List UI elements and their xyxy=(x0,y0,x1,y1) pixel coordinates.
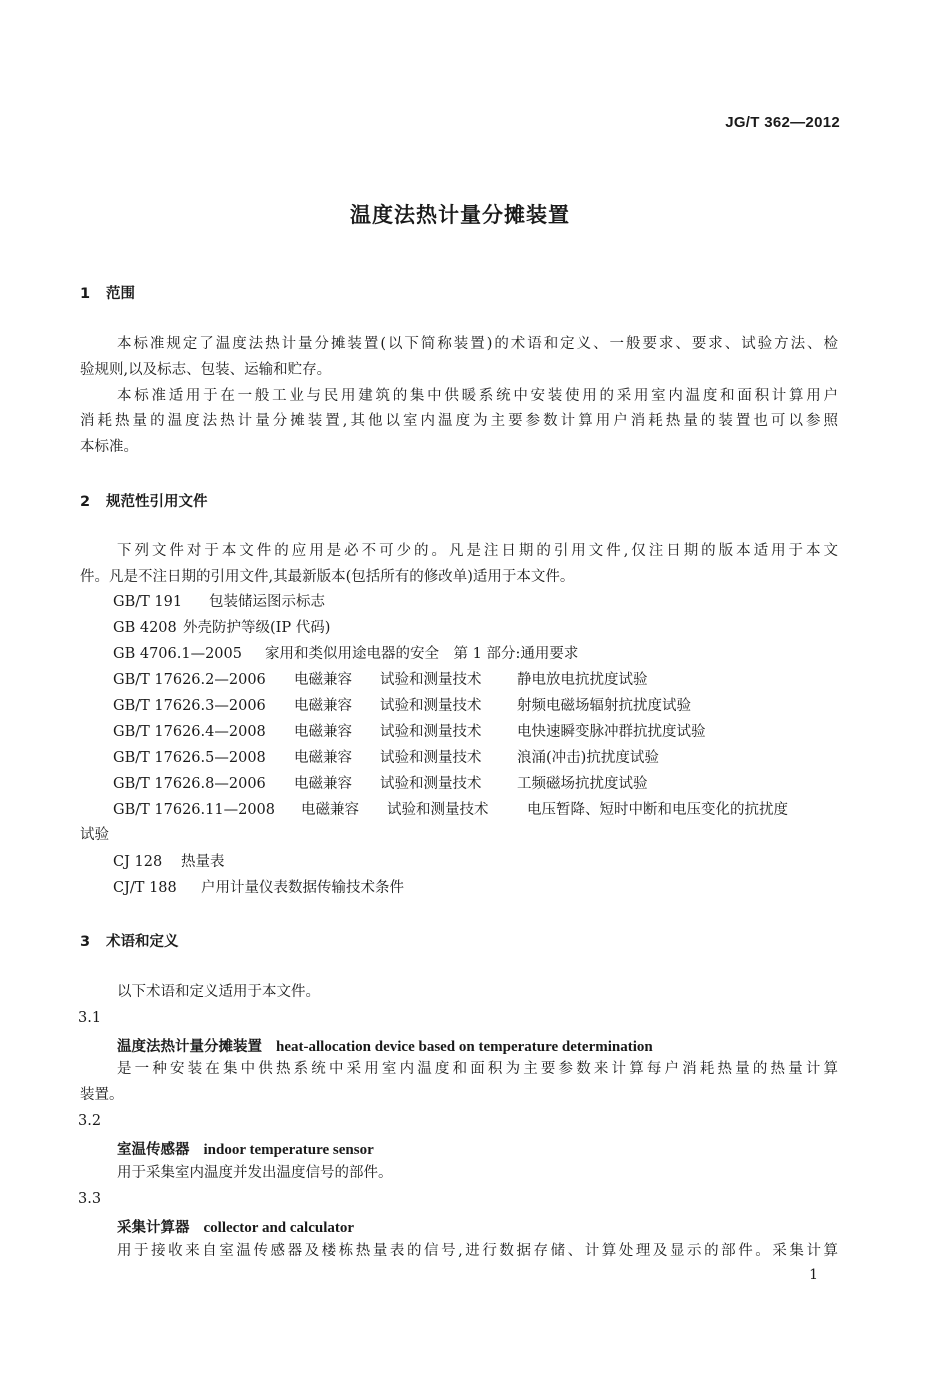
section-number: 3 xyxy=(80,934,91,950)
reference-part-3: 静电放电抗扰度试验 xyxy=(517,672,648,688)
section-3-heading xyxy=(80,930,179,951)
reference-title: 外壳防护等级(IP 代码) xyxy=(183,620,331,636)
section-number: 1 xyxy=(80,286,91,302)
reference-title: 包装储运图示标志 xyxy=(209,594,325,610)
section-1-heading xyxy=(80,282,135,303)
term-heading xyxy=(117,1216,354,1237)
reference-part-3: 电压暂降、短时中断和电压变化的抗扰度 xyxy=(527,802,788,818)
section-number: 2 xyxy=(80,494,91,510)
reference-item xyxy=(113,694,691,715)
reference-code: CJ 128 xyxy=(113,854,163,870)
standard-number: JG/T 362—2012 xyxy=(725,114,840,131)
reference-item xyxy=(113,616,330,637)
reference-item xyxy=(113,746,659,767)
reference-title: 户用计量仪表数据传输技术条件 xyxy=(201,880,404,896)
term-chinese: 温度法热计量分摊装置 xyxy=(117,1039,262,1055)
scope-paragraph-2-line-1: 本标准适用于在一般工业与民用建筑的集中供暖系统中安装使用的采用室内温度和面积计算用户 xyxy=(117,388,838,404)
reference-title: 家用和类似用途电器的安全 第 1 部分:通用要求 xyxy=(265,646,579,662)
reference-part-3: 工频磁场抗扰度试验 xyxy=(517,776,648,792)
reference-part-1: 电磁兼容 xyxy=(294,750,352,766)
term-definition-line-1: 是一种安装在集中供热系统中采用室内温度和面积为主要参数来计算每户消耗热量的热量计算 xyxy=(117,1061,838,1077)
reference-part-2: 试验和测量技术 xyxy=(380,776,482,792)
reference-item xyxy=(113,850,225,871)
reference-part-3: 电快速瞬变脉冲群抗扰度试验 xyxy=(517,724,706,740)
reference-code: GB/T 17626.2—2006 xyxy=(113,672,266,688)
reference-item xyxy=(113,720,706,741)
section-title: 范围 xyxy=(106,286,135,302)
reference-item-continuation: 试验 xyxy=(80,827,109,843)
terms-intro: 以下术语和定义适用于本文件。 xyxy=(117,984,320,1000)
reference-code: GB/T 17626.8—2006 xyxy=(113,776,266,792)
term-chinese: 室温传感器 xyxy=(117,1142,190,1158)
reference-part-3: 浪涌(冲击)抗扰度试验 xyxy=(517,750,659,766)
reference-code: GB/T 17626.11—2008 xyxy=(113,802,275,818)
term-english: collector and calculator xyxy=(203,1220,355,1236)
reference-code: GB/T 191 xyxy=(113,594,183,610)
reference-code: CJ/T 188 xyxy=(113,880,177,896)
reference-part-2: 试验和测量技术 xyxy=(380,672,482,688)
term-definition-line-1: 用于采集室内温度并发出温度信号的部件。 xyxy=(117,1165,393,1181)
scope-paragraph-1-line-1: 本标准规定了温度法热计量分摊装置(以下简称装置)的术语和定义、一般要求、要求、试验方法、检 xyxy=(117,336,838,352)
reference-part-2: 试验和测量技术 xyxy=(380,724,482,740)
reference-part-1: 电磁兼容 xyxy=(294,724,352,740)
reference-item xyxy=(113,642,578,663)
reference-part-2: 试验和测量技术 xyxy=(380,750,482,766)
section-title: 术语和定义 xyxy=(106,934,179,950)
reference-part-1: 电磁兼容 xyxy=(301,802,359,818)
reference-part-1: 电磁兼容 xyxy=(294,672,352,688)
reference-part-3: 射频电磁场辐射抗扰度试验 xyxy=(517,698,691,714)
scope-paragraph-1-line-2: 验规则,以及标志、包装、运输和贮存。 xyxy=(80,362,332,378)
normative-intro-line-2: 件。凡是不注日期的引用文件,其最新版本(包括所有的修改单)适用于本文件。 xyxy=(80,569,575,585)
term-chinese: 采集计算器 xyxy=(117,1220,190,1236)
reference-code: GB/T 17626.4—2008 xyxy=(113,724,266,740)
scope-paragraph-2-line-2: 消耗热量的温度法热计量分摊装置,其他以室内温度为主要参数计算用户消耗热量的装置也可以参照 xyxy=(80,413,838,429)
reference-part-2: 试验和测量技术 xyxy=(380,698,482,714)
section-title: 规范性引用文件 xyxy=(106,494,208,510)
reference-code: GB 4208 xyxy=(113,620,177,636)
section-2-heading xyxy=(80,490,208,511)
reference-item xyxy=(113,772,648,793)
term-english: indoor temperature sensor xyxy=(203,1142,374,1158)
reference-part-2: 试验和测量技术 xyxy=(387,802,489,818)
scope-paragraph-2-line-3: 本标准。 xyxy=(80,439,138,455)
reference-item xyxy=(113,668,648,689)
term-heading xyxy=(117,1138,374,1159)
reference-code: GB 4706.1—2005 xyxy=(113,646,242,662)
term-definition-line-2: 装置。 xyxy=(80,1087,124,1103)
reference-code: GB/T 17626.5—2008 xyxy=(113,750,266,766)
reference-item xyxy=(113,876,404,897)
document-title: 温度法热计量分摊装置 xyxy=(350,203,570,227)
reference-part-1: 电磁兼容 xyxy=(294,776,352,792)
reference-title: 热量表 xyxy=(181,854,225,870)
reference-item xyxy=(113,798,788,819)
term-number: 3.3 xyxy=(78,1191,102,1207)
term-number: 3.1 xyxy=(78,1010,102,1026)
term-heading xyxy=(117,1035,653,1056)
page-number: 1 xyxy=(809,1267,818,1283)
reference-code: GB/T 17626.3—2006 xyxy=(113,698,266,714)
reference-part-1: 电磁兼容 xyxy=(294,698,352,714)
term-definition-line-1: 用于接收来自室温传感器及楼栋热量表的信号,进行数据存储、计算处理及显示的部件。采集计算 xyxy=(117,1243,838,1259)
term-english: heat-allocation device based on temperature determination xyxy=(276,1039,653,1055)
normative-intro-line-1: 下列文件对于本文件的应用是必不可少的。凡是注日期的引用文件,仅注日期的版本适用于本文 xyxy=(117,543,838,559)
term-number: 3.2 xyxy=(78,1113,102,1129)
reference-item xyxy=(113,590,325,611)
